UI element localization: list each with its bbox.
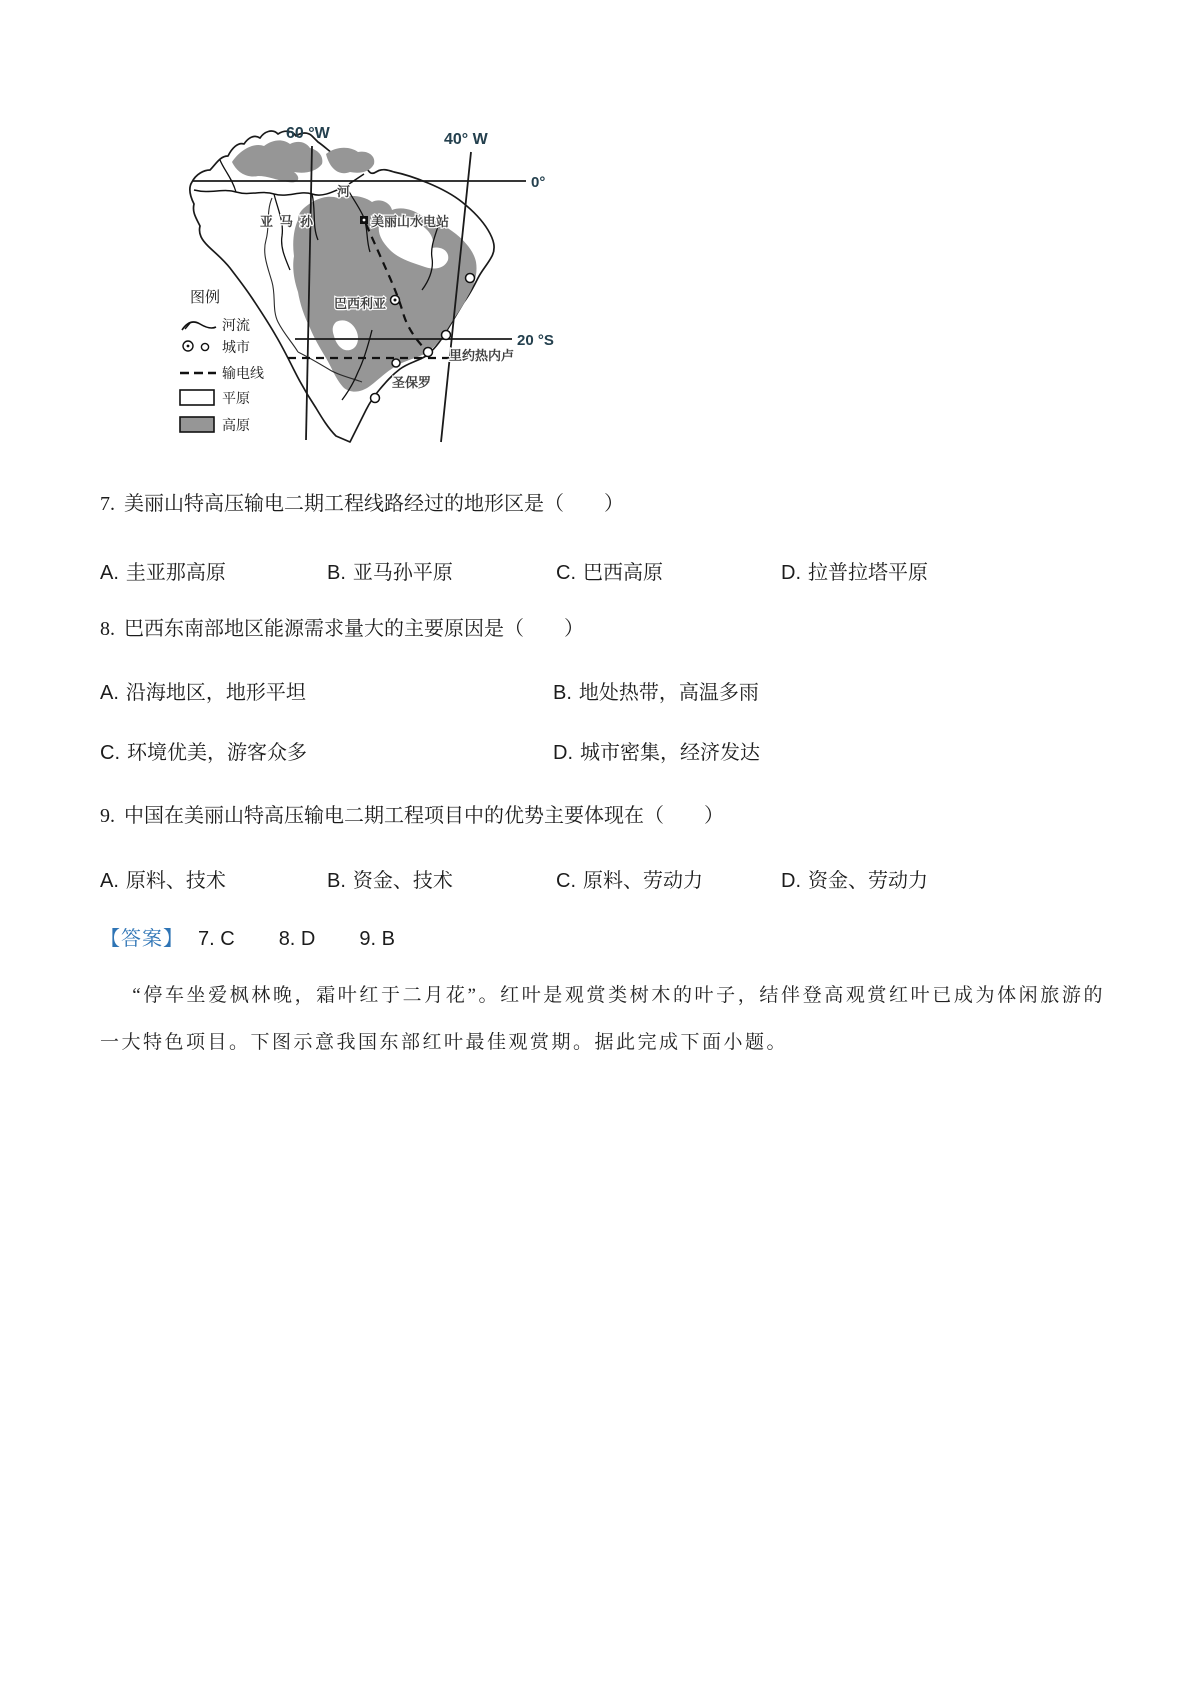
question-8-text: 巴西东南部地区能源需求量大的主要原因是（ ） bbox=[124, 618, 584, 640]
label-rio: 里约热内卢 bbox=[449, 348, 515, 363]
city-small-marker bbox=[392, 359, 400, 367]
city-rio-marker bbox=[424, 348, 433, 357]
brazil-map-figure bbox=[140, 90, 570, 445]
option-7a-text: 圭亚那高原 bbox=[125, 562, 226, 584]
question-9-options bbox=[100, 864, 1105, 893]
option-7b bbox=[327, 556, 556, 585]
option-9a-label: A. bbox=[100, 870, 119, 892]
legend-title: 图例 bbox=[190, 289, 221, 306]
legend-river-label: 河流 bbox=[222, 317, 250, 333]
option-9d-text: 资金、劳动力 bbox=[808, 870, 928, 892]
legend-powerline-label: 输电线 bbox=[222, 365, 264, 381]
option-9b-label: B. bbox=[327, 870, 346, 892]
option-9c bbox=[556, 864, 781, 893]
question-8-options-row-1 bbox=[100, 676, 1105, 705]
option-8a-label: A. bbox=[100, 682, 119, 704]
option-7b-label: B. bbox=[327, 562, 346, 584]
option-8d bbox=[553, 736, 760, 765]
option-8d-label: D. bbox=[553, 742, 573, 764]
option-7c-text: 巴西高原 bbox=[583, 562, 663, 584]
option-7d-text: 拉普拉塔平原 bbox=[808, 562, 928, 584]
option-8b-label: B. bbox=[553, 682, 572, 704]
option-9b-text: 资金、技术 bbox=[352, 870, 453, 892]
label-equator: 0° bbox=[531, 174, 546, 191]
city-on-20s-marker bbox=[442, 331, 451, 340]
question-7-stem bbox=[100, 487, 1105, 516]
question-9-stem bbox=[100, 799, 1105, 828]
option-9c-label: C. bbox=[556, 870, 576, 892]
question-7-options bbox=[100, 556, 1105, 585]
option-8d-text: 城市密集，经济发达 bbox=[580, 742, 760, 764]
label-saopaulo: 圣保罗 bbox=[392, 375, 432, 390]
city-icon-small bbox=[201, 343, 208, 350]
option-8b-text: 地处热带，高温多雨 bbox=[578, 682, 759, 704]
question-7-text: 美丽山特高压输电二期工程线路经过的地形区是（ ） bbox=[124, 493, 624, 515]
option-9a bbox=[100, 864, 327, 893]
option-7c bbox=[556, 556, 781, 585]
answer-prefix: 【答案】 bbox=[100, 928, 184, 950]
map-legend bbox=[180, 289, 264, 433]
question-9-number: 9. bbox=[100, 805, 115, 827]
label-20s: 20 °S bbox=[517, 332, 554, 349]
option-7c-label: C. bbox=[556, 562, 576, 584]
label-brasilia: 巴西利亚 bbox=[334, 296, 387, 311]
answer-q9: 9. B bbox=[359, 928, 395, 950]
option-9b bbox=[327, 864, 556, 893]
legend-plain-label: 平原 bbox=[222, 390, 250, 406]
option-7d-label: D. bbox=[781, 562, 801, 584]
option-8c-text: 环境优美，游客众多 bbox=[127, 742, 307, 764]
city-saopaulo-marker bbox=[371, 394, 380, 403]
option-8c-label: C. bbox=[100, 742, 120, 764]
question-8-stem bbox=[100, 612, 1105, 641]
legend-city-label: 城市 bbox=[222, 339, 250, 355]
brasilia-center-dot bbox=[394, 299, 397, 302]
question-7-number: 7. bbox=[100, 493, 115, 515]
plain-icon bbox=[180, 390, 214, 405]
option-9d-label: D. bbox=[781, 870, 801, 892]
option-8a-text: 沿海地区，地形平坦 bbox=[125, 682, 306, 704]
option-9a-text: 原料、技术 bbox=[125, 870, 226, 892]
answer-q7: 7. C bbox=[198, 928, 235, 950]
question-8-options-row-2 bbox=[100, 736, 1105, 765]
city-icon-dot bbox=[187, 345, 190, 348]
answer-line bbox=[100, 922, 1105, 951]
option-7d bbox=[781, 556, 928, 585]
label-station: 美丽山水电站 bbox=[371, 214, 450, 229]
option-8a bbox=[100, 676, 553, 705]
option-7a-label: A. bbox=[100, 562, 119, 584]
city-northeast-marker bbox=[466, 274, 475, 283]
belo-monte-station-dot bbox=[363, 219, 366, 222]
brazil-map-svg bbox=[140, 90, 570, 445]
question-8-number: 8. bbox=[100, 618, 115, 640]
option-7b-text: 亚马孙平原 bbox=[352, 562, 453, 584]
question-9-text: 中国在美丽山特高压输电二期工程项目中的优势主要体现在（ ） bbox=[124, 805, 724, 827]
option-8b bbox=[553, 676, 759, 705]
option-7a bbox=[100, 556, 327, 585]
plateau-icon bbox=[180, 417, 214, 432]
legend-plateau-label: 高原 bbox=[222, 417, 250, 433]
label-amazon: 亚马孙 bbox=[260, 214, 321, 229]
option-9c-text: 原料、劳动力 bbox=[583, 870, 703, 892]
label-40w: 40° W bbox=[444, 131, 488, 148]
passage-red-leaves: “停车坐爱枫林晚，霜叶红于二月花”。红叶是观赏类树木的叶子，结伴登高观赏红叶已成为体闲旅游的一大特色项目。下图示意我国东部红叶最佳观赏期。据此完成下面小题。 bbox=[100, 985, 1105, 1053]
label-60w: 60 °W bbox=[286, 125, 330, 142]
option-8c bbox=[100, 736, 553, 765]
answer-q8: 8. D bbox=[278, 928, 316, 950]
label-river-char: 河 bbox=[337, 184, 351, 199]
option-9d bbox=[781, 864, 928, 893]
